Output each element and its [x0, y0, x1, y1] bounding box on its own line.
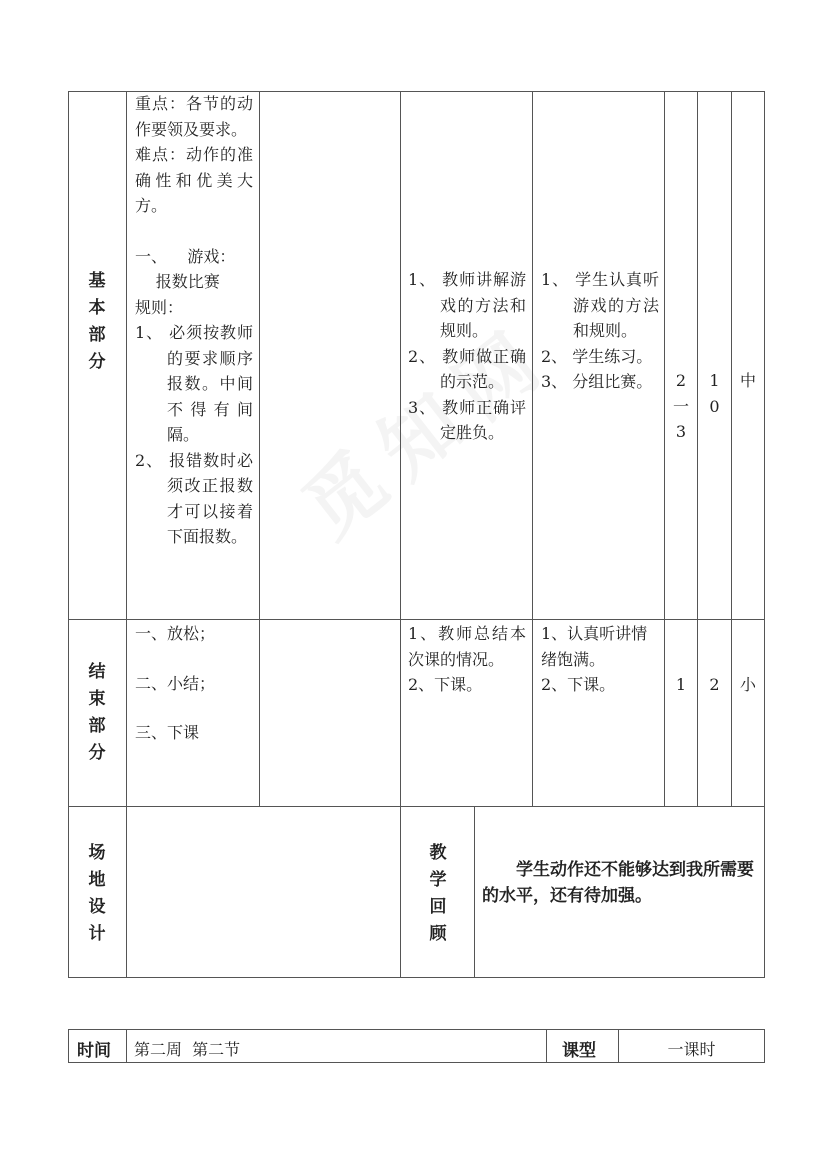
student-activity: 2、下课。 [541, 675, 616, 694]
table-border [68, 806, 765, 807]
teacher-activity: 1、 教师讲解游戏的方法和规则。 [408, 270, 526, 340]
student-activity: 1、认真听讲情绪饱满。 [541, 624, 648, 669]
end-duration: 2 [709, 675, 720, 694]
end-teacher-cell [408, 621, 526, 698]
game-name: 报数比赛 [155, 272, 220, 291]
table-border [126, 1029, 127, 1063]
table-border [664, 91, 665, 807]
basic-student-cell [541, 267, 659, 395]
table-border [731, 91, 732, 807]
end-item: 二、小结； [135, 673, 216, 693]
table-border [68, 977, 765, 978]
table-border [68, 1029, 69, 1063]
time-label: 时间 [77, 1041, 111, 1061]
table-border [764, 1029, 765, 1063]
rules-heading: 规则： [135, 297, 184, 317]
review-text: 学生动作还不能够达到我所需要的水平，还有待加强。 [482, 860, 754, 906]
teacher-activity: 3、 教师正确评定胜负。 [408, 397, 526, 442]
student-activity: 2、 学生练习。 [541, 346, 653, 366]
venue-label: 场 地 设 计 [88, 843, 106, 944]
basic-intensity: 中 [739, 371, 756, 390]
basic-times: 2 一 3 [672, 371, 689, 441]
type-label: 课型 [562, 1041, 596, 1061]
table-border [68, 619, 765, 620]
table-border [764, 91, 765, 978]
section-label-end: 结 束 部 分 [88, 662, 106, 763]
student-activity: 1、 学生认真听游戏的方法和规则。 [541, 270, 659, 340]
table-border [532, 91, 533, 807]
key-point-text: 重点：各节的动作要领及要求。 [135, 94, 253, 139]
table-border [546, 1029, 547, 1063]
end-item: 三、下课 [135, 723, 200, 742]
end-times: 1 [675, 675, 687, 694]
table-border [68, 1029, 765, 1030]
table-border [400, 91, 401, 978]
end-student-cell [541, 621, 659, 698]
review-label: 教 学 回 顾 [429, 843, 447, 944]
basic-teacher-cell [408, 267, 526, 446]
teacher-activity: 1、教师总结本次课的情况。 [408, 624, 526, 669]
table-border [126, 91, 127, 978]
rule-item: 1、 必须按教师的要求顺序报数。中间不得有间隔。 [135, 323, 253, 444]
difficulty-text: 难点：动作的准确性和优美大方。 [135, 145, 253, 215]
basic-content-cell [135, 91, 253, 550]
table-border [259, 91, 260, 807]
time-value: 第二周 第二节 [134, 1040, 241, 1059]
teacher-activity: 2、下课。 [408, 675, 483, 694]
table-border [474, 806, 475, 978]
end-item: 一、放松； [135, 624, 216, 643]
teacher-activity: 2、 教师做正确的示范。 [408, 346, 526, 391]
type-value: 一课时 [667, 1040, 716, 1059]
table-border [68, 1062, 765, 1063]
basic-duration: 1 0 [709, 371, 720, 416]
section-label-basic: 基 本 部 分 [88, 271, 106, 372]
table-border [697, 91, 698, 807]
game-title: 一、 游戏： [135, 246, 236, 266]
end-intensity: 小 [739, 675, 756, 694]
end-content-cell [135, 621, 255, 746]
student-activity: 3、 分组比赛。 [541, 372, 653, 391]
rule-item: 2、 报错数时必须改正报数才可以接着下面报数。 [135, 450, 253, 546]
